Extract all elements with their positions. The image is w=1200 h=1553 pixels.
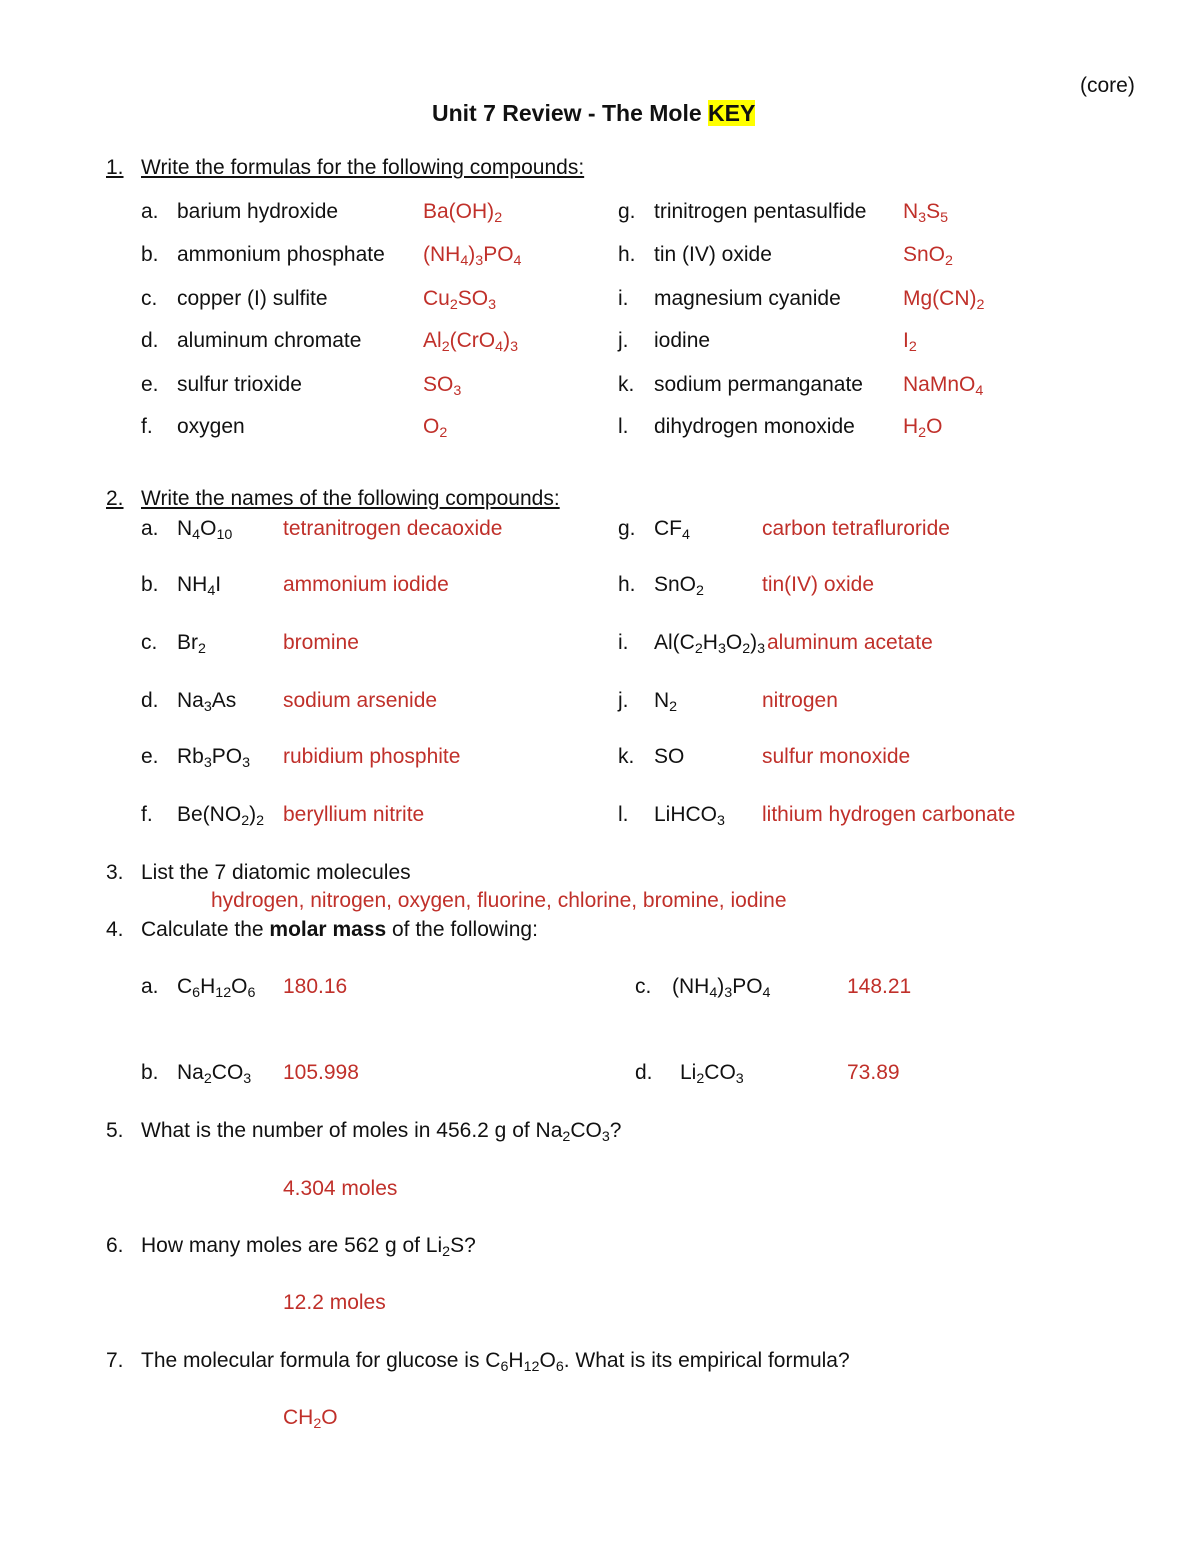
- q4-prompt-pre: Calculate the: [141, 918, 270, 941]
- q1-item-name: iodine: [654, 329, 711, 352]
- key-highlight: KEY: [708, 100, 756, 126]
- q4-prompt-bold: molar mass: [269, 918, 387, 941]
- q2-item-formula: SnO$_2$: [654, 573, 704, 599]
- q2-item-formula: $N_2$: [654, 689, 678, 715]
- q2-prompt: Write the names of the following compounds:: [141, 487, 560, 510]
- q2-item-answer: rubidium phosphite: [283, 745, 461, 768]
- q2-item-answer: nitrogen: [762, 689, 838, 712]
- core-tag: (core): [1080, 74, 1135, 97]
- title-text: Unit 7 Review - The Mole: [432, 100, 709, 126]
- q1-item-letter: b.: [141, 243, 159, 266]
- q1-item-name: sulfur trioxide: [177, 373, 302, 396]
- q4-item-answer: 148.21: [847, 975, 912, 998]
- q3-prompt: List the 7 diatomic molecules: [141, 861, 411, 884]
- q2-item-answer: bromine: [283, 631, 359, 654]
- q1-item-letter: h.: [618, 243, 636, 266]
- q1-item-letter: a.: [141, 200, 159, 223]
- q1-item-answer: $Mg(CN)_2$: [903, 287, 985, 313]
- q1-item-answer: NaMnO$_4$: [903, 373, 984, 399]
- q3-number: 3.: [106, 861, 124, 884]
- q4-item-formula: $Li_2CO_3$: [680, 1061, 744, 1087]
- q1-item-letter: e.: [141, 373, 159, 396]
- page-title: [432, 102, 755, 125]
- q2-item-answer: sodium arsenide: [283, 689, 438, 712]
- q1-item-name: barium hydroxide: [177, 200, 339, 223]
- q1-number: 1.: [106, 156, 124, 179]
- q4-item-letter: c.: [635, 975, 652, 998]
- q1-item-answer: $H_2O$: [903, 415, 943, 441]
- q4-item-answer: 180.16: [283, 975, 348, 998]
- q2-item-letter: a.: [141, 517, 159, 540]
- q5-answer: 4.304 moles: [283, 1177, 398, 1200]
- q2-item-formula: $Na_3As$: [177, 689, 237, 715]
- q1-item-name: trinitrogen pentasulfide: [654, 200, 867, 223]
- q1-item-name: tin (IV) oxide: [654, 243, 772, 266]
- q1-item-answer: $N_3S_5$: [903, 200, 949, 226]
- q2-item-formula: $Br_2$: [177, 631, 206, 657]
- q1-item-name: aluminum chromate: [177, 329, 362, 352]
- q2-item-answer: ammonium iodide: [283, 573, 449, 596]
- q1-item-answer: $O_2$: [423, 415, 448, 441]
- q1-item-letter: c.: [141, 287, 158, 310]
- q2-item-letter: f.: [141, 803, 153, 826]
- q1-item-answer: $Al_2(CrO_4)_3$: [423, 329, 518, 355]
- q4-item-letter: a.: [141, 975, 159, 998]
- q2-item-answer: tetranitrogen decaoxide: [283, 517, 503, 540]
- q6-answer: 12.2 moles: [283, 1291, 386, 1314]
- q2-item-formula: $NH_4I$: [177, 573, 222, 599]
- q1-item-letter: i.: [618, 287, 629, 310]
- q2-item-letter: k.: [618, 745, 635, 768]
- q2-item-letter: h.: [618, 573, 636, 596]
- q3-answer: hydrogen, nitrogen, oxygen, fluorine, chlorine, bromine, iodine: [211, 889, 787, 912]
- q2-item-formula: SO: [654, 745, 685, 768]
- q4-item-letter: d.: [635, 1061, 653, 1084]
- q1-item-letter: f.: [141, 415, 153, 438]
- q2-item-letter: j.: [618, 689, 629, 712]
- q1-item-letter: d.: [141, 329, 159, 352]
- q6-number: 6.: [106, 1234, 124, 1257]
- q1-item-answer: $(NH_4)_3PO_4$: [423, 243, 522, 269]
- q5-prompt: What is the number of moles in 456.2 g of $Na_2CO_3$?: [141, 1119, 622, 1145]
- q2-item-letter: c.: [141, 631, 158, 654]
- q2-item-answer: aluminum acetate: [767, 631, 933, 654]
- q1-item-answer: SnO$_2$: [903, 243, 953, 269]
- q4-prompt-post: of the following:: [386, 918, 538, 941]
- q2-item-answer: sulfur monoxide: [762, 745, 911, 768]
- q1-item-answer: $I_2$: [903, 329, 917, 355]
- q1-item-name: ammonium phosphate: [177, 243, 385, 266]
- q5-number: 5.: [106, 1119, 124, 1142]
- q7-answer: $CH_2O$: [283, 1406, 338, 1432]
- q2-item-letter: d.: [141, 689, 159, 712]
- q2-item-answer: carbon tetrafluroride: [762, 517, 950, 540]
- q1-item-letter: k.: [618, 373, 635, 396]
- q4-item-answer: 73.89: [847, 1061, 900, 1084]
- q2-item-letter: e.: [141, 745, 159, 768]
- q1-item-letter: l.: [618, 415, 629, 438]
- q7-number: 7.: [106, 1349, 124, 1372]
- q2-item-answer: lithium hydrogen carbonate: [762, 803, 1016, 826]
- q2-item-formula: $Rb_3PO_3$: [177, 745, 251, 771]
- q1-item-name: copper (I) sulfite: [177, 287, 328, 310]
- q1-item-name: oxygen: [177, 415, 245, 438]
- q2-item-letter: i.: [618, 631, 629, 654]
- q1-item-name: magnesium cyanide: [654, 287, 841, 310]
- q4-item-formula: $(NH_4)_3PO_4$: [672, 975, 771, 1001]
- q1-item-answer: $Cu_2SO_3$: [423, 287, 497, 313]
- q2-item-formula: $CF_4$: [654, 517, 690, 543]
- q4-prompt: [141, 919, 538, 940]
- q1-prompt: Write the formulas for the following compounds:: [141, 156, 585, 179]
- q2-item-answer: beryllium nitrite: [283, 803, 425, 826]
- q1-item-answer: $SO_3$: [423, 373, 462, 399]
- q4-item-answer: 105.998: [283, 1061, 359, 1084]
- q4-item-formula: $C_6H_{12}O_6$: [177, 975, 256, 1001]
- q4-number: 4.: [106, 918, 124, 941]
- q6-prompt: How many moles are 562 g of $Li_2S$?: [141, 1234, 476, 1260]
- q1-item-letter: j.: [618, 329, 629, 352]
- q2-item-formula: $Al(C_2H_3O_2)_3$: [654, 631, 766, 657]
- q2-item-formula: $N_4O_{10}$: [177, 517, 233, 543]
- q4-item-formula: $Na_2CO_3$: [177, 1061, 252, 1087]
- q2-item-formula: LiHCO$_3$: [654, 803, 725, 829]
- q1-item-name: dihydrogen monoxide: [654, 415, 855, 438]
- q7-prompt: The molecular formula for glucose is $C_6H_{12}O_6$. What is its empirical formula?: [141, 1349, 850, 1375]
- q2-item-letter: g.: [618, 517, 636, 540]
- q2-item-letter: l.: [618, 803, 629, 826]
- q1-item-name: sodium permanganate: [654, 373, 863, 396]
- q2-item-formula: $Be(NO_2)_2$: [177, 803, 265, 829]
- q2-number: 2.: [106, 487, 124, 510]
- q2-item-letter: b.: [141, 573, 159, 596]
- q1-item-letter: g.: [618, 200, 636, 223]
- q1-item-answer: $Ba(OH)_2$: [423, 200, 503, 226]
- q2-item-answer: tin(IV) oxide: [762, 573, 875, 596]
- q4-item-letter: b.: [141, 1061, 159, 1084]
